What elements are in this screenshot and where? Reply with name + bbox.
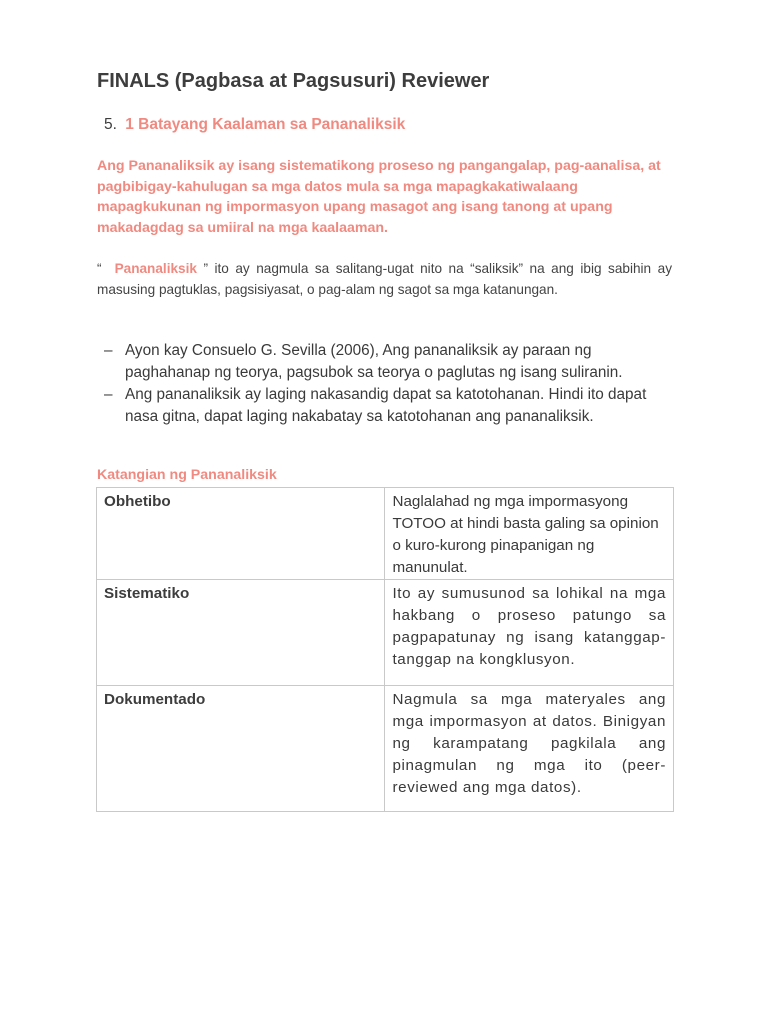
section-heading bbox=[104, 116, 405, 134]
table-row bbox=[97, 580, 674, 686]
table-cell-description: Ito ay sumusunod sa lohikal na mga hakbang o proseso patungo sa pagpapatunay ng isang katanggap-tanggap na kongklusyon. bbox=[385, 580, 674, 686]
section-label: 1 Batayang Kaalaman sa Pananaliksik bbox=[125, 116, 406, 133]
table-row bbox=[97, 686, 674, 812]
table-row bbox=[97, 488, 674, 580]
document-title: FINALS (Pagbasa at Pagsusuri) Reviewer bbox=[97, 70, 490, 92]
etymology-open-quote: “ bbox=[97, 261, 102, 276]
dash-marker: – bbox=[104, 386, 113, 403]
etymology-term: Pananaliksik bbox=[114, 261, 197, 276]
table-cell-description: Nagmula sa mga materyales ang mga impormasyon at datos. Binigyan ng karampatang pagkilala ang pinagmulan ng mga ito (peer-reviewed ang mga datos). bbox=[385, 686, 674, 812]
list-item-text: Ang pananaliksik ay laging nakasandig dapat sa katotohanan. Hindi ito dapat nasa gitna, dapat laging nakabatay sa katotohanan ang pananaliksik. bbox=[125, 386, 647, 425]
etymology-paragraph bbox=[97, 258, 672, 300]
list-item bbox=[104, 384, 674, 428]
list-item-text: Ayon kay Consuelo G. Sevilla (2006), Ang pananaliksik ay paraan ng paghahanap ng teorya, pagsubok sa teorya o paglutas ng isang suliranin. bbox=[125, 342, 623, 381]
characteristics-table bbox=[96, 487, 674, 812]
table-cell-name: Obhetibo bbox=[97, 488, 385, 580]
section-number: 5. bbox=[104, 116, 117, 133]
table-cell-name: Sistematiko bbox=[97, 580, 385, 686]
table-cell-description: Naglalahad ng mga impormasyong TOTOO at hindi basta galing sa opinion o kuro-kurong pinapanigan ng manunulat. bbox=[385, 488, 674, 580]
list-item bbox=[104, 340, 674, 384]
etymology-text: ” ito ay nagmula sa salitang-ugat nito na “saliksik” na ang ibig sabihin ay masusing pagtuklas, pagsisiyasat, o pag-alam ng sagot sa mga katanungan. bbox=[97, 261, 672, 297]
table-caption: Katangian ng Pananaliksik bbox=[97, 467, 277, 483]
dash-marker: – bbox=[104, 342, 113, 359]
table-cell-name: Dokumentado bbox=[97, 686, 385, 812]
definition-paragraph: Ang Pananaliksik ay isang sistematikong proseso ng pangangalap, pag-aanalisa, at pagbibigay-kahulugan sa mga datos mula sa mga mapagkakatiwalaang mapagkukunan ng impormasyon upang masagot ang isang tanong at upang makadagdag sa umiiral na mga kaalaaman. bbox=[97, 158, 661, 236]
bullet-list bbox=[104, 340, 674, 428]
